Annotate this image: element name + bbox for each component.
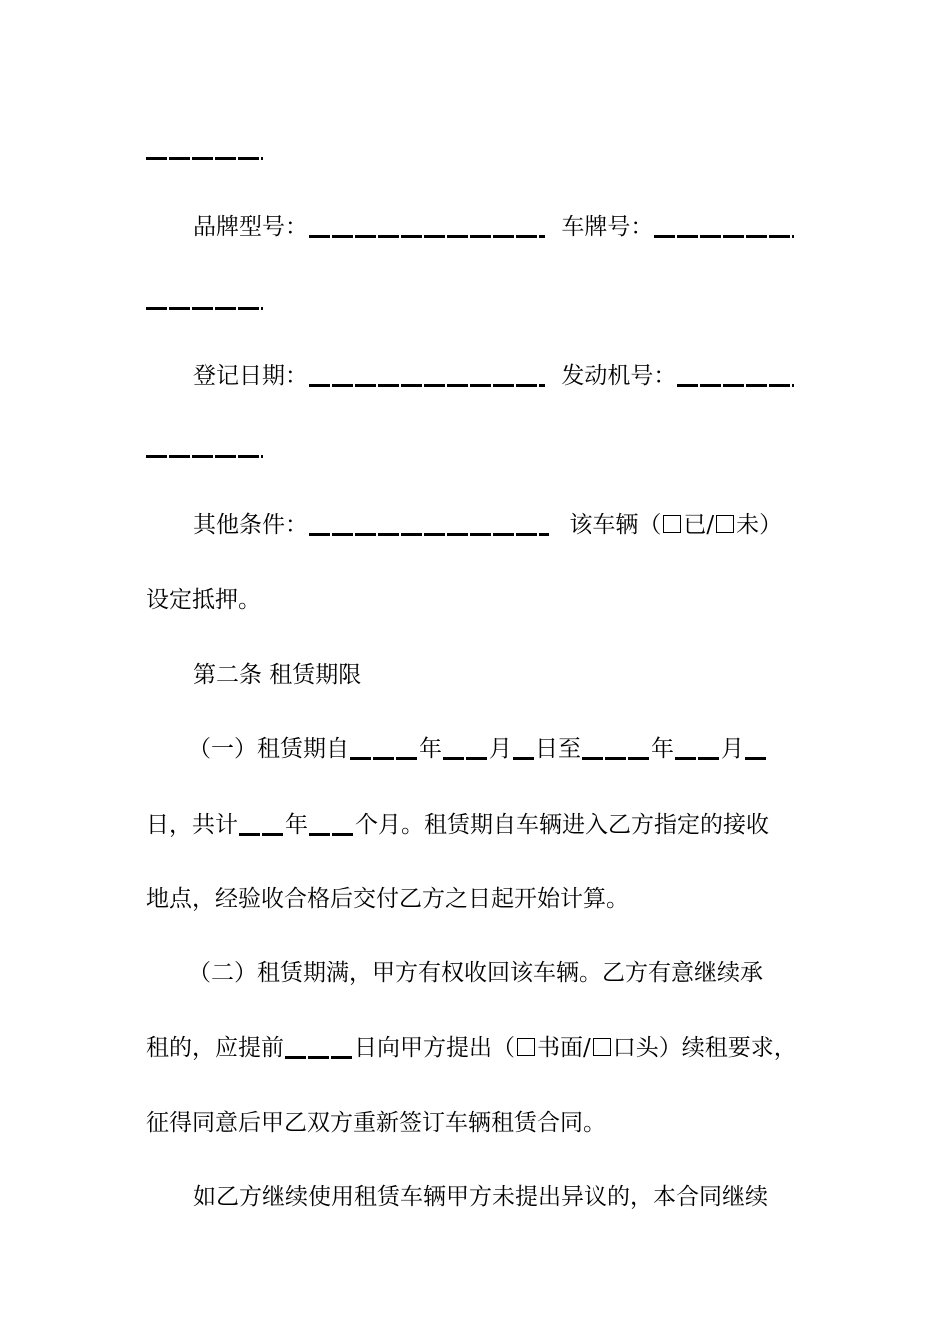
plate-blank[interactable] bbox=[654, 235, 794, 238]
checkbox-already[interactable] bbox=[663, 515, 681, 533]
article2-p1-line1: （一）租赁期自 年 月 日至 年 月 bbox=[188, 734, 821, 764]
notice-days-blank[interactable] bbox=[285, 1056, 353, 1059]
opt-already: 已/ bbox=[683, 512, 715, 538]
total-months-blank[interactable] bbox=[309, 833, 354, 836]
total-years-blank[interactable] bbox=[239, 833, 284, 836]
start-year-blank[interactable] bbox=[350, 757, 418, 760]
other-blank[interactable] bbox=[309, 533, 549, 536]
end-year-blank[interactable] bbox=[582, 757, 650, 760]
engine-blank-continued bbox=[146, 455, 263, 458]
start-month-blank[interactable] bbox=[443, 757, 488, 760]
brand-blank[interactable] bbox=[309, 235, 545, 238]
engine-label: 发动机号： bbox=[561, 363, 677, 389]
article2-p1-line2: 日，共计 年 个月。租赁期自车辆进入乙方指定的接收 bbox=[146, 812, 769, 838]
mortgage-prefix: 该车辆（ bbox=[569, 512, 662, 538]
end-month-blank[interactable] bbox=[675, 757, 720, 760]
start-day-blank[interactable] bbox=[513, 757, 534, 760]
brand-label: 品牌型号： bbox=[193, 214, 308, 240]
checkbox-oral[interactable] bbox=[593, 1038, 611, 1056]
article2-p3-line1: 如乙方继续使用租赁车辆甲方未提出异议的，本合同继续 bbox=[193, 1184, 768, 1210]
engine-blank[interactable] bbox=[677, 384, 794, 387]
checkbox-written[interactable] bbox=[517, 1038, 535, 1056]
other-conditions-row bbox=[193, 510, 826, 540]
checkbox-not[interactable] bbox=[716, 515, 734, 533]
plate-label: 车牌号： bbox=[561, 214, 654, 240]
article2-heading: 第二条 租赁期限 bbox=[193, 662, 362, 688]
opt-not: 未） bbox=[736, 512, 783, 538]
reg-date-label: 登记日期： bbox=[193, 363, 308, 389]
brand-plate-row bbox=[193, 212, 826, 242]
article2-p2-line2: 租的，应提前 日向甲方提出（ 书面/ 口头）续租要求， bbox=[146, 1035, 797, 1061]
end-day-blank[interactable] bbox=[745, 757, 766, 760]
mortgage-suffix: 设定抵押。 bbox=[146, 587, 261, 613]
article2-p2-line1: （二）租赁期满，甲方有权收回该车辆。乙方有意继续承 bbox=[188, 960, 763, 986]
article2-p2-line3: 征得同意后甲乙双方重新签订车辆租赁合同。 bbox=[146, 1110, 606, 1136]
reg-date-blank[interactable] bbox=[309, 384, 545, 387]
blank-line-top bbox=[146, 157, 263, 160]
plate-blank-continued bbox=[146, 307, 263, 310]
other-label: 其他条件： bbox=[193, 512, 308, 538]
regdate-engine-row bbox=[193, 361, 826, 391]
article2-p1-line3: 地点，经验收合格后交付乙方之日起开始计算。 bbox=[146, 886, 629, 912]
